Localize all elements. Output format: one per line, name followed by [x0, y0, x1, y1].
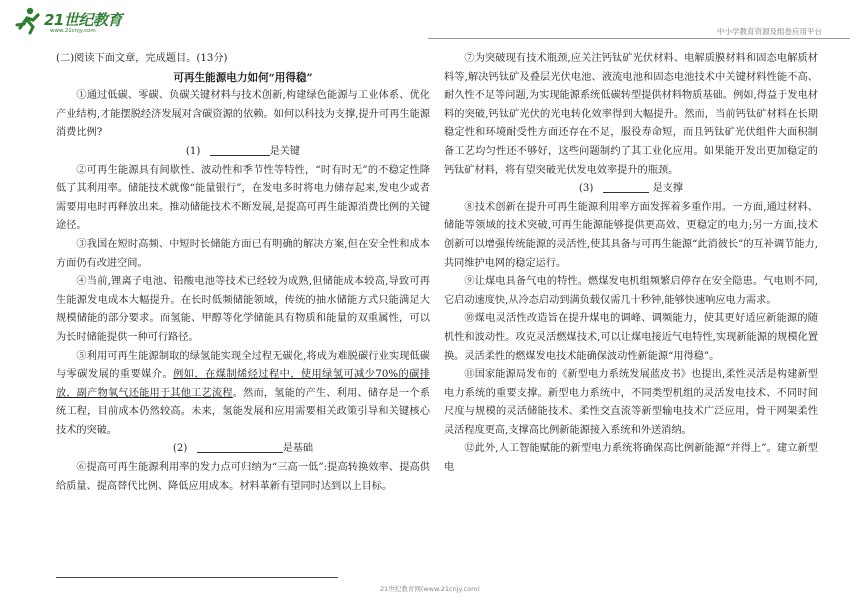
article-title: 可再生能源电力如何“用得稳”: [173, 71, 313, 84]
subheading-2: [56, 440, 430, 459]
answer-blank-2[interactable]: [197, 441, 283, 453]
answer-blank-3[interactable]: [603, 181, 649, 193]
paragraph-7: ⑦为突破现有技术瓶颈,应关注钙钛矿光伏材料、电解质膜材料和固态电解质材料等,解决钙钛矿及叠层光伏电池、液流电池和固态电池技术中关键材料性能不高、耐久性不足等问题,为实现能源系统低碳转型提供材料物质基础。例如,得益于发电材料的突破,钙钛矿光伏的光电转化效率得到大幅提升。然而，当前钙钛矿材料在长期稳定性和环境耐受性方面还存在不足，服役寿命短，而且钙钛矿光伏组件大面积制备工艺均匀性还不够好，这些问题制约了其工业化应用。如果能开发出更加稳定的钙钛矿材料，将有望突破光伏发电效率提升的瓶颈。: [444, 53, 818, 176]
paragraph-5-part-b: 。然而，氢能的产生、利用、储存是一个系统工程，目前成本仍然较高。未来，氢能发展和应用需要相关政策引导和关键核心技术的突破。: [56, 387, 431, 436]
subheading-1-suffix: 是关键: [269, 145, 301, 157]
subheading-3: [444, 180, 818, 199]
footer-rule: [56, 577, 338, 578]
subheading-1: [56, 143, 430, 162]
paragraph-2: ②可再生能源具有间歇性、波动性和季节性等特性，“时有时无”的不稳定性降低了其利用率。储能技术就像“能量银行”，在发电多时将电力储存起来,发电少或者需要用电时再释放出来。推动储能技术不断发展,是提高可再生能源消费比例的关键途径。: [56, 164, 430, 232]
subheading-3-number: (3): [578, 183, 594, 195]
runner-icon: [17, 8, 38, 33]
subheading-3-suffix: 是支撑: [652, 183, 684, 195]
page-header: [0, 0, 860, 40]
paragraph-3: ③我国在短时高频、中短时长储能方面已有明确的解决方案,但在安全性和成本方面仍有改进空间。: [56, 238, 430, 269]
subheading-2-number: (2): [172, 443, 188, 455]
subheading-1-number: (1): [185, 145, 201, 157]
header-rule: [428, 38, 850, 39]
paragraph-8: ⑧技术创新在提升可再生能源利用率方面发挥着多重作用。一方面,通过材料、储能等领域的技术突破,可再生能源能够提供更高效、更稳定的电力;另一方面,技术创新可以增强传统能源的灵活性,使其具备与可再生能源“此消彼长”的互补调节能力,共同维护电网的稳定运行。: [444, 201, 818, 269]
paragraph-1: ①通过低碳、零碳、负碳关键材料与技术创新,构建绿色能源与工业体系、优化产业结构,才能摆脱经济发展对含碳资源的依赖。如何以科技为支撑,提升可再生能源消费比例?: [56, 90, 430, 139]
paragraph-10: ⑩煤电灵活性改造旨在提升煤电的调峰、调频能力，使其更好适应新能源的随机性和波动性。攻克灵活燃煤技术,可以让煤电接近气电特性,实现新能源的规模化置换。灵活柔性的燃煤发电技术能确保波动性新能源“用得稳”。: [444, 313, 818, 362]
logo-subtext: www.21cnjy.com: [50, 28, 96, 34]
paragraph-5-part-a: ⑤利用可再生能源制取的绿氢能实现全过程无碳化,将成为难脱碳行业实现低碳与零碳发展的重要媒介。: [56, 350, 430, 381]
left-column: [56, 50, 430, 496]
paragraph-4: ④当前,锂离子电池、铅酸电池等技术已经较为成熟,但储能成本较高,导致可再生能源发电成本大幅提升。在长时低频储能领域，传统的抽水储能方式只能满足大规模储能的部分要求。而氢能、甲醇等化学储能具有物质和能量的双重属性，可以为长时储能提供一种可行路径。: [56, 276, 430, 343]
subheading-2-suffix: 是基础: [282, 443, 314, 455]
underlined-example: 例如，在煤制烯烃过程中，使用绿氢可减少70%的碳排放，副产物氧气还能用于其他工艺流程: [56, 369, 430, 399]
section-heading: (二)阅读下面文章，完成题目。(13分): [56, 53, 228, 64]
right-column: [444, 50, 818, 478]
paragraph-9: ⑨让煤电具备气电的特性。燃煤发电机组频繁启停存在安全隐患。气电则不同,它启动速度快,从冷态启动到满负载仅需几十秒钟,能够快速响应电力需求。: [444, 276, 818, 306]
paragraph-5: [56, 348, 430, 441]
paragraph-12: ⑫此外,人工智能赋能的新型电力系统将确保高比例新能源“并得上”。建立新型电: [444, 443, 818, 474]
platform-name: 中小学教育资源及组卷应用平台: [717, 27, 822, 36]
answer-blank-1[interactable]: [210, 144, 270, 156]
logo-text: 21世纪教育: [44, 11, 122, 29]
footer-text: 21世纪教育网(www.21cnjy.com): [380, 585, 480, 593]
paragraph-11: ⑪国家能源局发布的《新型电力系统发展蓝皮书》也提出,柔性灵活是构建新型电力系统的重要支撑。新型电力系统中，不同类型机组的灵活发电技术、不同时间尺度与规模的灵活储能技术、柔性交直流等新型输电技术广泛应用，骨干网架柔性灵活程度更高,支撑高比例新能源接入系统和外送消纳。: [444, 369, 818, 436]
paragraph-6: ⑥提高可再生能源利用率的发力点可归纳为“三高一低”:提高转换效率、提高供给质量、提高替代比例、降低应用成本。材料革新有望同时达到以上目标。: [56, 462, 430, 492]
